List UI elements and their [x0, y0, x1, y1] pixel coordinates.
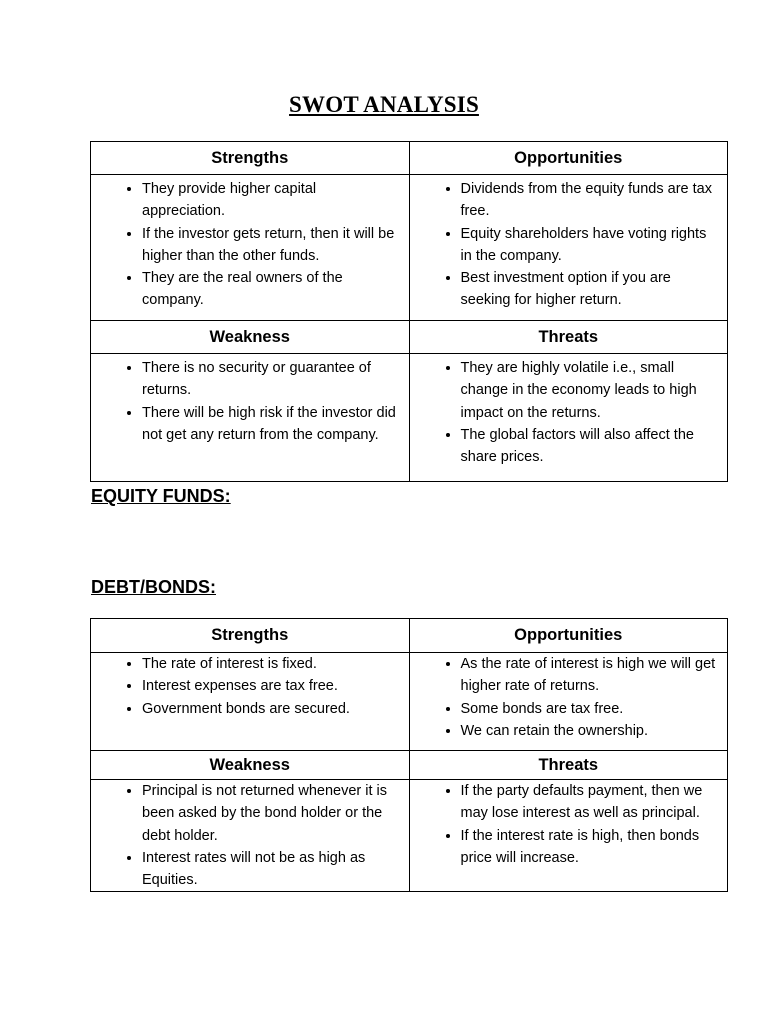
weakness-header: Weakness — [91, 321, 410, 354]
list-item: • Principal is not returned whenever it is been asked by the bond holder or the debt holder. — [142, 780, 403, 847]
threats-header: Threats — [409, 321, 728, 354]
strengths-cell — [91, 653, 410, 751]
swot-table-equity — [90, 141, 728, 482]
weakness-list — [91, 354, 409, 446]
threats-cell — [409, 354, 728, 482]
list-item: • There is no security or guarantee of returns. — [142, 357, 403, 402]
swot-table-debt-bonds — [90, 618, 728, 892]
list-item: • They are highly volatile i.e., small change in the economy leads to high impact on the returns. — [461, 357, 722, 424]
threats-list — [410, 780, 728, 869]
list-item: • If the interest rate is high, then bonds price will increase. — [461, 825, 722, 870]
list-item: • There will be high risk if the investor did not get any return from the company. — [142, 402, 403, 447]
strengths-cell — [91, 175, 410, 321]
weakness-header: Weakness — [91, 751, 410, 780]
opportunities-list — [410, 175, 728, 312]
list-item: • The global factors will also affect the share prices. — [461, 424, 722, 469]
opportunities-header: Opportunities — [409, 619, 728, 653]
threats-cell — [409, 780, 728, 892]
strengths-header: Strengths — [91, 142, 410, 175]
opportunities-cell — [409, 175, 728, 321]
list-item: • Interest rates will not be as high as Equities. — [142, 847, 403, 892]
list-item: • If the party defaults payment, then we may lose interest as well as principal. — [461, 780, 722, 825]
list-item: • We can retain the ownership. — [461, 720, 722, 742]
list-item: • Interest expenses are tax free. — [142, 675, 403, 697]
list-item: • Best investment option if you are seeking for higher return. — [461, 267, 722, 312]
threats-header: Threats — [409, 751, 728, 780]
list-item: • Dividends from the equity funds are tax free. — [461, 178, 722, 223]
weakness-list — [91, 780, 409, 891]
section-heading-equity-funds: EQUITY FUNDS: — [91, 486, 231, 506]
opportunities-list — [410, 653, 728, 742]
list-item: • They are the real owners of the company. — [142, 267, 403, 312]
list-item: • Government bonds are secured. — [142, 698, 403, 720]
list-item: • They provide higher capital appreciation. — [142, 178, 403, 223]
list-item: • If the investor gets return, then it will be higher than the other funds. — [142, 223, 403, 268]
opportunities-cell — [409, 653, 728, 751]
weakness-cell — [91, 354, 410, 482]
threats-list — [410, 354, 728, 468]
list-item: • As the rate of interest is high we will get higher rate of returns. — [461, 653, 722, 698]
weakness-cell — [91, 780, 410, 892]
strengths-header: Strengths — [91, 619, 410, 653]
strengths-list — [91, 653, 409, 720]
list-item: • Some bonds are tax free. — [461, 698, 722, 720]
list-item: • The rate of interest is fixed. — [142, 653, 403, 675]
page-title: SWOT ANALYSIS — [289, 92, 479, 117]
section-heading-debt-bonds: DEBT/BONDS: — [91, 577, 216, 597]
strengths-list — [91, 175, 409, 312]
opportunities-header: Opportunities — [409, 142, 728, 175]
list-item: • Equity shareholders have voting rights in the company. — [461, 223, 722, 268]
